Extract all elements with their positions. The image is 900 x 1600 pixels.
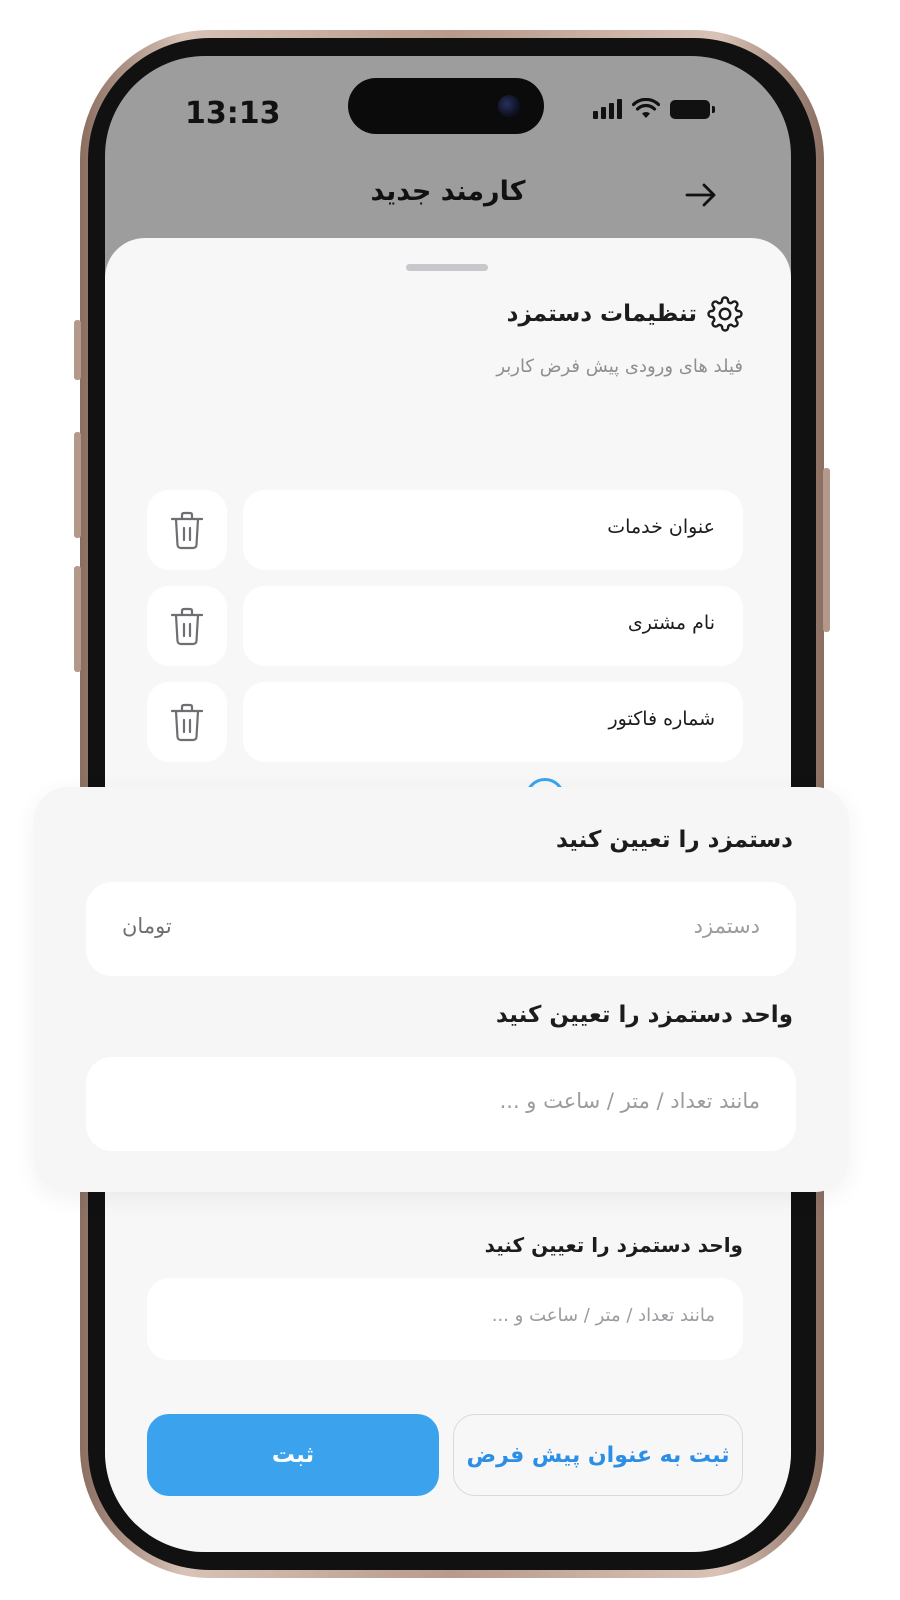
trash-icon — [168, 509, 206, 551]
gear-icon — [707, 296, 743, 332]
status-time: 13:13 — [185, 96, 281, 131]
unit-placeholder: مانند تعداد / متر / ساعت و ... — [491, 1305, 715, 1326]
submit-button[interactable]: ثبت — [147, 1414, 439, 1496]
field-label: عنوان خدمات — [607, 516, 715, 538]
camera-icon — [498, 95, 520, 117]
unit-input[interactable] — [147, 1278, 743, 1360]
wage-unit-placeholder: مانند تعداد / متر / ساعت و ... — [499, 1089, 760, 1113]
wage-input[interactable] — [86, 882, 796, 976]
wage-title: دستمزد را تعیین کنید — [555, 827, 793, 853]
sheet-drag-handle[interactable] — [406, 264, 488, 271]
wage-overlay-card — [34, 787, 849, 1192]
dynamic-island — [348, 78, 544, 134]
trash-icon — [168, 701, 206, 743]
list-item — [147, 490, 743, 570]
list-item — [147, 586, 743, 666]
delete-field-button[interactable] — [147, 490, 227, 570]
field-label: شماره فاکتور — [608, 708, 715, 730]
phone-action-button — [74, 320, 81, 380]
wifi-icon — [632, 98, 660, 120]
wage-settings-title — [507, 296, 743, 332]
arrow-right-icon[interactable] — [683, 180, 719, 210]
wage-unit-title: واحد دستمزد را تعیین کنید — [495, 1002, 793, 1028]
phone-volume-down-button — [74, 566, 81, 672]
field-item[interactable] — [243, 682, 743, 762]
delete-field-button[interactable] — [147, 682, 227, 762]
phone-power-button — [823, 468, 830, 632]
wage-unit-input[interactable] — [86, 1057, 796, 1151]
save-as-default-button[interactable]: ثبت به عنوان پیش فرض — [453, 1414, 743, 1496]
section-subtitle: فیلد های ورودی پیش فرض کاربر — [496, 356, 743, 377]
wage-placeholder: دستمزد — [693, 914, 760, 938]
field-item[interactable] — [243, 586, 743, 666]
battery-icon — [670, 100, 715, 119]
trash-icon — [168, 605, 206, 647]
page-title: کارمند جدید — [370, 176, 526, 207]
list-item — [147, 682, 743, 762]
signal-icon — [593, 99, 622, 119]
delete-field-button[interactable] — [147, 586, 227, 666]
status-icons — [593, 98, 715, 120]
field-label: نام مشتری — [627, 612, 715, 634]
unit-section-title: واحد دستمزد را تعیین کنید — [484, 1233, 743, 1257]
field-item[interactable] — [243, 490, 743, 570]
section-title-text: تنظیمات دستمزد — [506, 301, 697, 327]
phone-volume-up-button — [74, 432, 81, 538]
currency-unit: تومان — [122, 914, 172, 938]
